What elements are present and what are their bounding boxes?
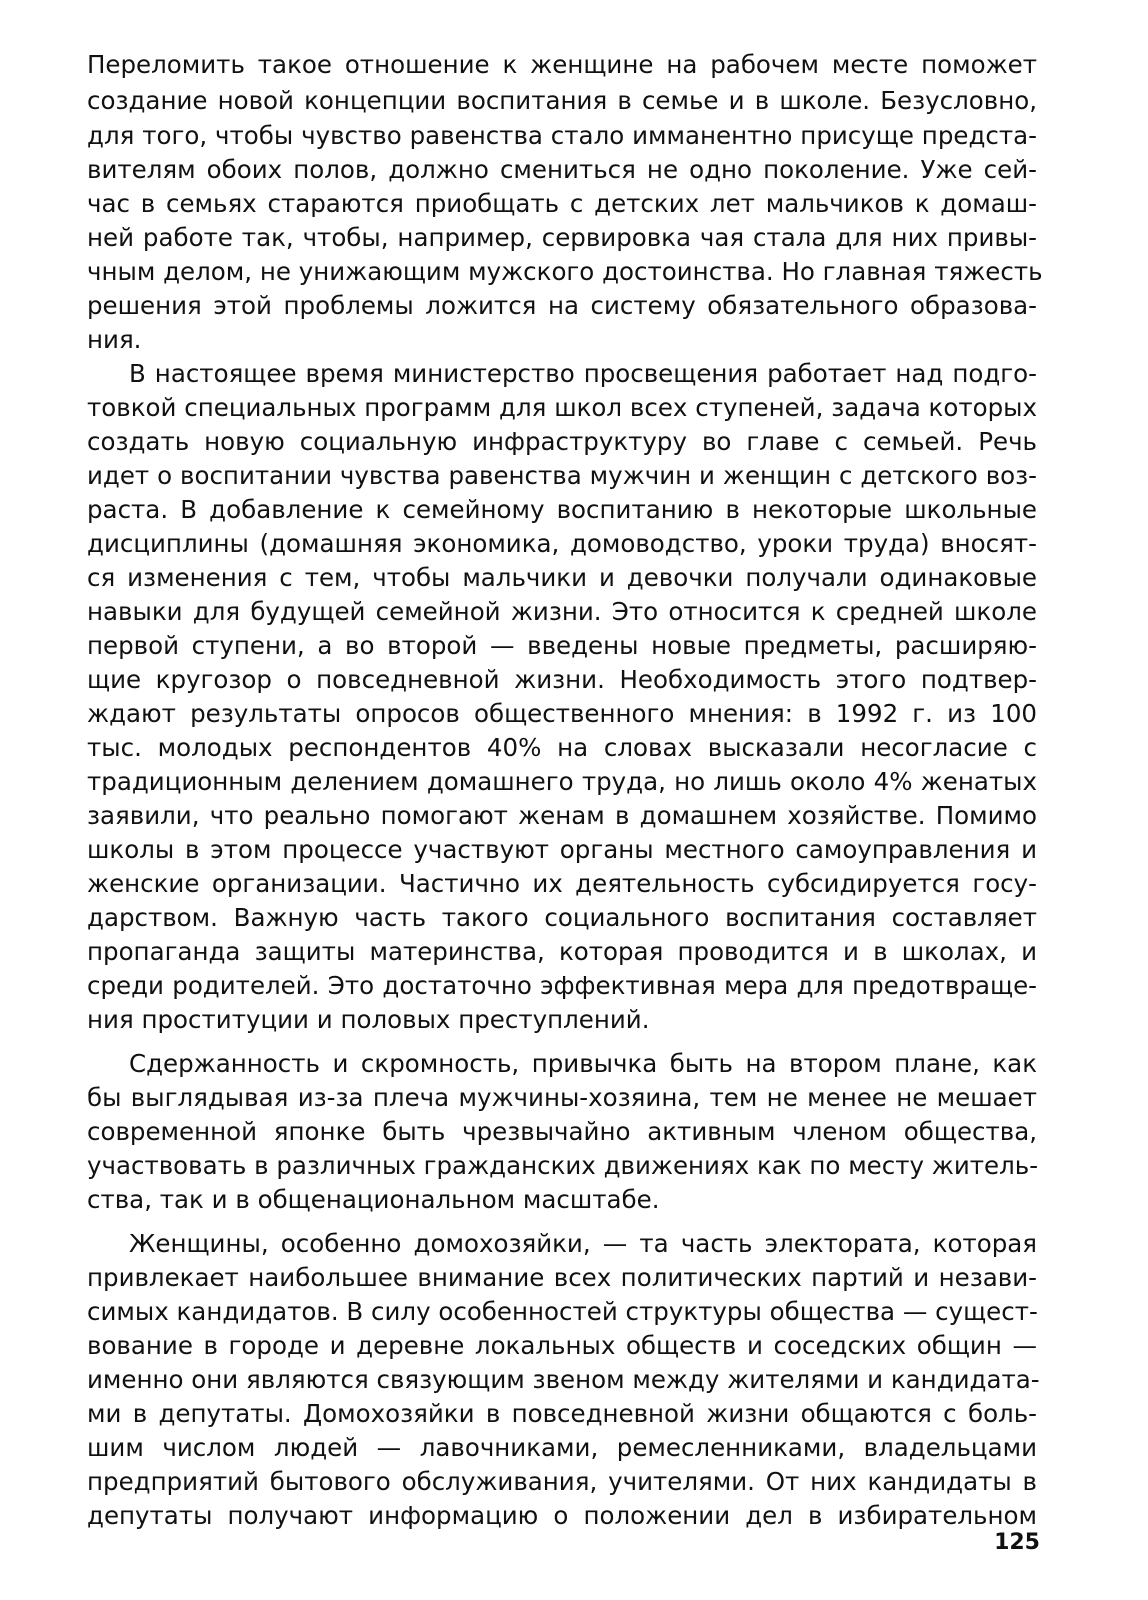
text-line: вителям обоих полов, должно смениться не одно поколение. Уже сей- — [87, 155, 1037, 184]
text-line: идет о воспитании чувства равенства мужчин и женщин с детского воз- — [87, 461, 1037, 490]
text-line: заявили, что реально помогают женам в домашнем хозяйстве. Помимо — [87, 801, 1037, 830]
text-line: первой ступени, а во второй — введены новые предметы, расширяю- — [87, 631, 1037, 660]
page-number: 125 — [994, 1530, 1040, 1555]
text-line: щие кругозор о повседневной жизни. Необходимость этого подтвер- — [87, 665, 1037, 694]
text-line: школы в этом процессе участвуют органы местного самоуправления и — [87, 835, 1037, 864]
text-line: вование в городе и деревне локальных обществ и соседских общин — — [87, 1331, 1037, 1360]
text-line: шим числом людей — лавочниками, ремесленниками, владельцами — [87, 1433, 1037, 1462]
text-line: создание новой концепции воспитания в семье и в школе. Безусловно, — [87, 86, 1037, 115]
text-line: Переломить такое отношение к женщине на рабочем месте поможет — [87, 50, 1037, 79]
text-line: товкой специальных программ для школ всех ступеней, задача которых — [87, 393, 1037, 422]
text-line: среди родителей. Это достаточно эффективная мера для предотвраще- — [87, 971, 1037, 1000]
text-line: чным делом, не унижающим мужского достоинства. Но главная тяжесть — [87, 257, 1043, 286]
text-line: раста. В добавление к семейному воспитанию в некоторые школьные — [87, 495, 1037, 524]
text-line: для того, чтобы чувство равенства стало имманентно присуще предста- — [87, 121, 1037, 150]
text-line: В настоящее время министерство просвещения работает над подго- — [129, 359, 1037, 388]
text-line: ся изменения с тем, чтобы мальчики и девочки получали одинаковые — [87, 563, 1037, 592]
text-line: ми в депутаты. Домохозяйки в повседневной жизни общаются с боль- — [87, 1399, 1037, 1428]
text-line: традиционным делением домашнего труда, но лишь около 4% женатых — [87, 767, 1037, 796]
text-line: пропаганда защиты материнства, которая проводится и в школах, и — [87, 937, 1037, 966]
text-line: участвовать в различных гражданских движениях как по месту житель- — [87, 1151, 1039, 1180]
text-line: ждают результаты опросов общественного мнения: в 1992 г. из 100 — [87, 699, 1037, 728]
text-line: дарством. Важную часть такого социального воспитания составляет — [87, 903, 1037, 932]
text-line: женские организации. Частично их деятельность субсидируется госу- — [87, 869, 1037, 898]
text-line: депутаты получают информацию о положении дел в избирательном — [87, 1501, 1037, 1530]
text-line: ней работе так, чтобы, например, сервировка чая стала для них привы- — [87, 223, 1037, 252]
text-line: бы выглядывая из-за плеча мужчины-хозяина, тем не менее не мешает — [87, 1083, 1037, 1112]
text-line: Сдержанность и скромность, привычка быть на втором плане, как — [129, 1049, 1037, 1078]
text-line: решения этой проблемы ложится на систему обязательного образова- — [87, 291, 1037, 320]
text-line: ния. — [87, 325, 142, 354]
text-line: привлекает наибольшее внимание всех политических партий и незави- — [87, 1263, 1037, 1292]
text-line: навыки для будущей семейной жизни. Это относится к средней школе — [87, 597, 1037, 626]
text-line: ства, так и в общенациональном масштабе. — [87, 1185, 660, 1214]
text-line: симых кандидатов. В силу особенностей структуры общества — сущест- — [87, 1297, 1038, 1326]
text-line: тыс. молодых респондентов 40% на словах высказали несогласие с — [87, 733, 1037, 762]
text-line: современной японке быть чрезвычайно активным членом общества, — [87, 1117, 1037, 1146]
text-line: час в семьях стараются приобщать с детских лет мальчиков к домаш- — [87, 189, 1037, 218]
text-line: ния проституции и половых преступлений. — [87, 1005, 650, 1034]
text-line: предприятий бытового обслуживания, учителями. От них кандидаты в — [87, 1467, 1037, 1496]
text-line: именно они являются связующим звеном между жителями и кандидата- — [87, 1365, 1040, 1394]
text-line: создать новую социальную инфраструктуру во главе с семьей. Речь — [87, 427, 1037, 456]
text-line: дисциплины (домашняя экономика, домоводство, уроки труда) вносят- — [87, 529, 1037, 558]
text-line: Женщины, особенно домохозяйки, — та часть электората, которая — [129, 1229, 1037, 1258]
